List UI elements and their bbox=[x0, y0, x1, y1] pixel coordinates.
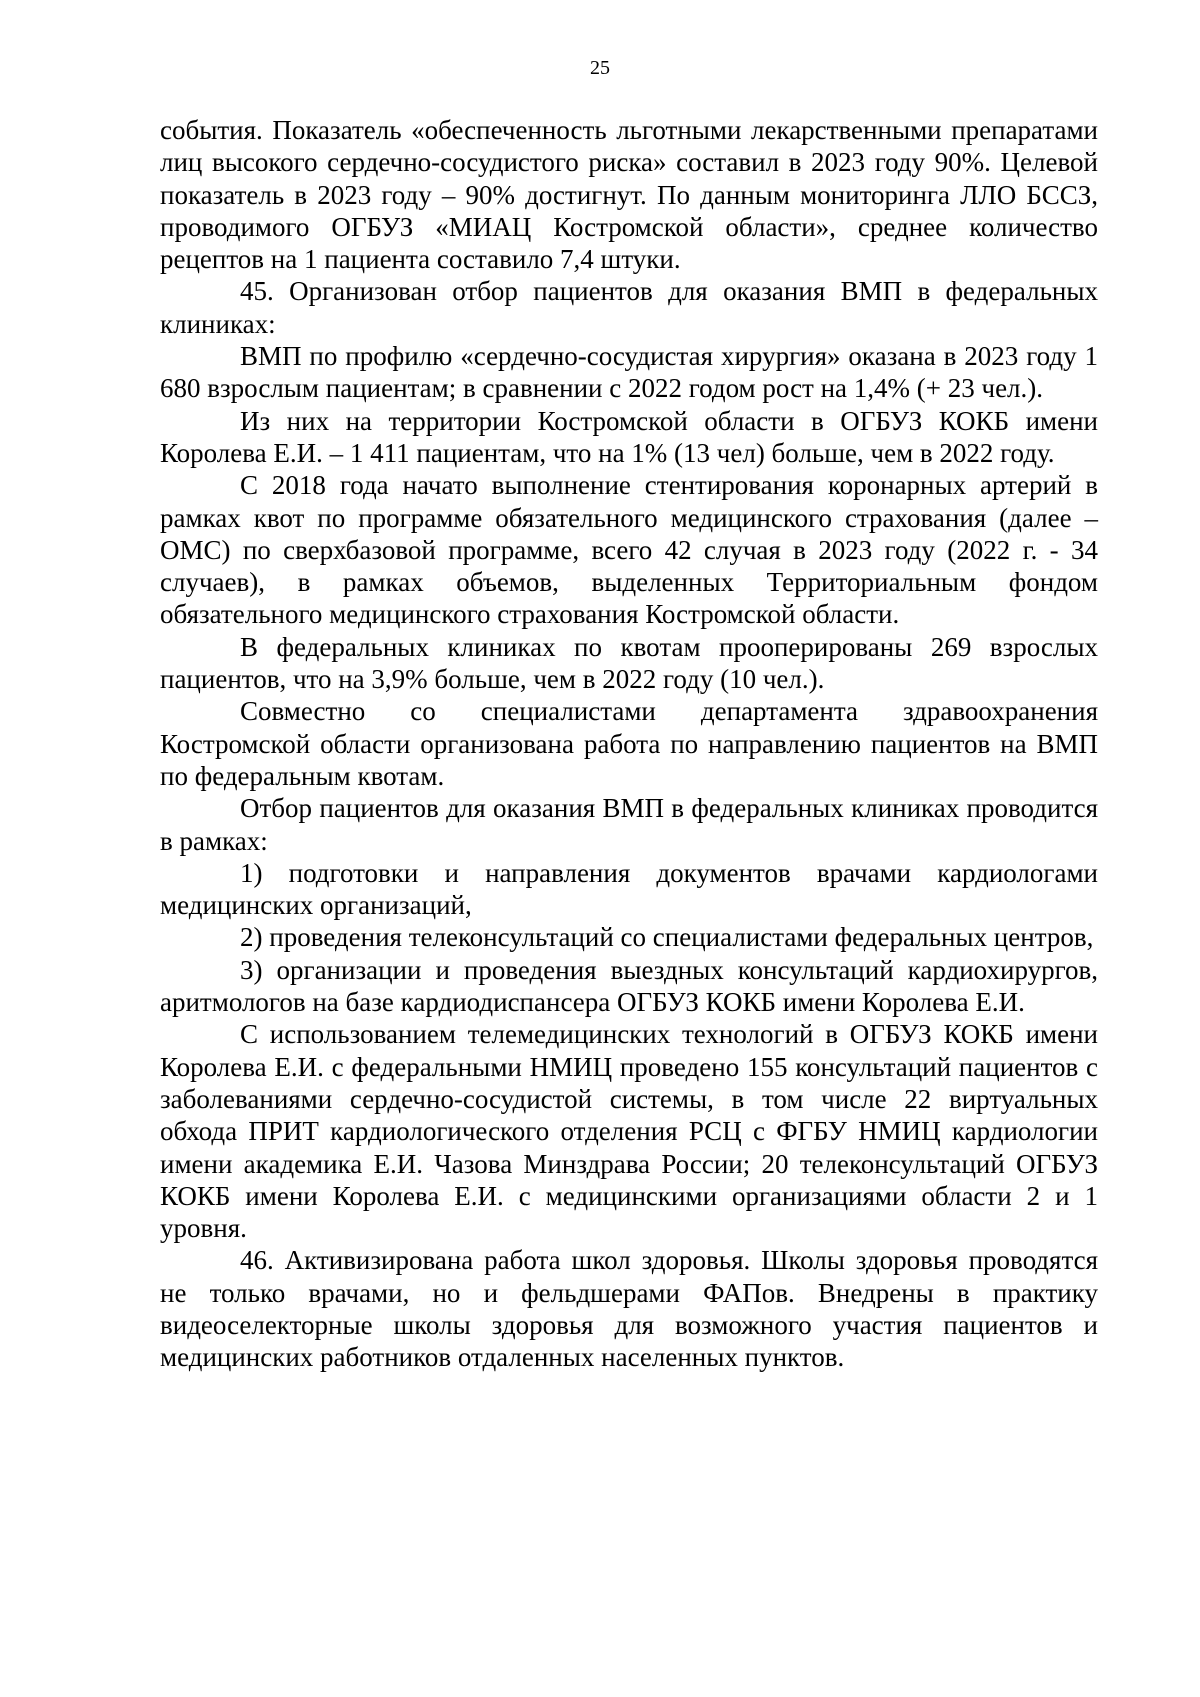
paragraph: Отбор пациентов для оказания ВМП в федеральных клиниках проводится в рамках: bbox=[160, 793, 1098, 856]
paragraph: Совместно со специалистами департамента здравоохранения Костромской области организована работа по направлению пациентов на ВМП по федеральным квотам. bbox=[160, 696, 1098, 791]
paragraph: Из них на территории Костромской области в ОГБУЗ КОКБ имени Королева Е.И. – 1 411 пациентам, что на 1% (13 чел) больше, чем в 2022 году. bbox=[160, 405, 1098, 468]
paragraph: В федеральных клиниках по квотам прооперированы 269 взрослых пациентов, что на 3,9% больше, чем в 2022 году (10 чел.). bbox=[160, 631, 1098, 695]
list-item: 2) проведения телеконсультаций со специалистами федеральных центров, bbox=[240, 922, 1094, 953]
paragraph: события. Показатель «обеспеченность льготными лекарственными препаратами лиц высокого сердечно-сосудистого риска» составил в 2023 году 90%. Целевой показатель в 2023 году – 90% достигнут. По данным мониторинга ЛЛО БССЗ, проводимого ОГБУЗ «МИАЦ Костромской области», среднее количество рецептов на 1 пациента составило 7,4 штуки. bbox=[160, 115, 1098, 275]
list-item: 1) подготовки и направления документов врачами кардиологами медицинских организаций, bbox=[160, 857, 1098, 921]
paragraph: С использованием телемедицинских технологий в ОГБУЗ КОКБ имени Королева Е.И. с федеральными НМИЦ проведено 155 консультаций пациентов с заболеваниями сердечно-сосудистой системы, в том числе 22 виртуальных обхода ПРИТ кардиологического отделения РСЦ с ФГБУ НМИЦ кардиологии имени академика Е.И. Чазова Минздрава России; 20 телеконсультаций ОГБУЗ КОКБ имени Королева Е.И. с медицинскими организациями области 2 и 1 уровня. bbox=[160, 1019, 1098, 1244]
paragraph: С 2018 года начато выполнение стентирования коронарных артерий в рамках квот по программе обязательного медицинского страхования (далее – ОМС) по сверхбазовой программе, всего 42 случая в 2023 году (2022 г. - 34 случаев), в рамках объемов, выделенных Территориальным фондом обязательного медицинского страхования Костромской области. bbox=[160, 470, 1098, 630]
paragraph: 45. Организован отбор пациентов для оказания ВМП в федеральных клиниках: bbox=[160, 276, 1098, 339]
paragraph: ВМП по профилю «сердечно-сосудистая хирургия» оказана в 2023 году 1 680 взрослым пациентам; в сравнении с 2022 годом рост на 1,4% (+ 23 чел.). bbox=[160, 341, 1098, 404]
list-item: 3) организации и проведения выездных консультаций кардиохирургов, аритмологов на базе кардиодиспансера ОГБУЗ КОКБ имени Королева Е.И. bbox=[160, 954, 1098, 1018]
page-number: 25 bbox=[590, 57, 610, 79]
paragraph: 46. Активизирована работа школ здоровья. Школы здоровья проводятся не только врачами, но и фельдшерами ФАПов. Внедрены в практику видеоселекторные школы здоровья для возможного участия пациентов и медицинских работников отдаленных населенных пунктов. bbox=[160, 1245, 1098, 1373]
document-body bbox=[160, 114, 1098, 1374]
